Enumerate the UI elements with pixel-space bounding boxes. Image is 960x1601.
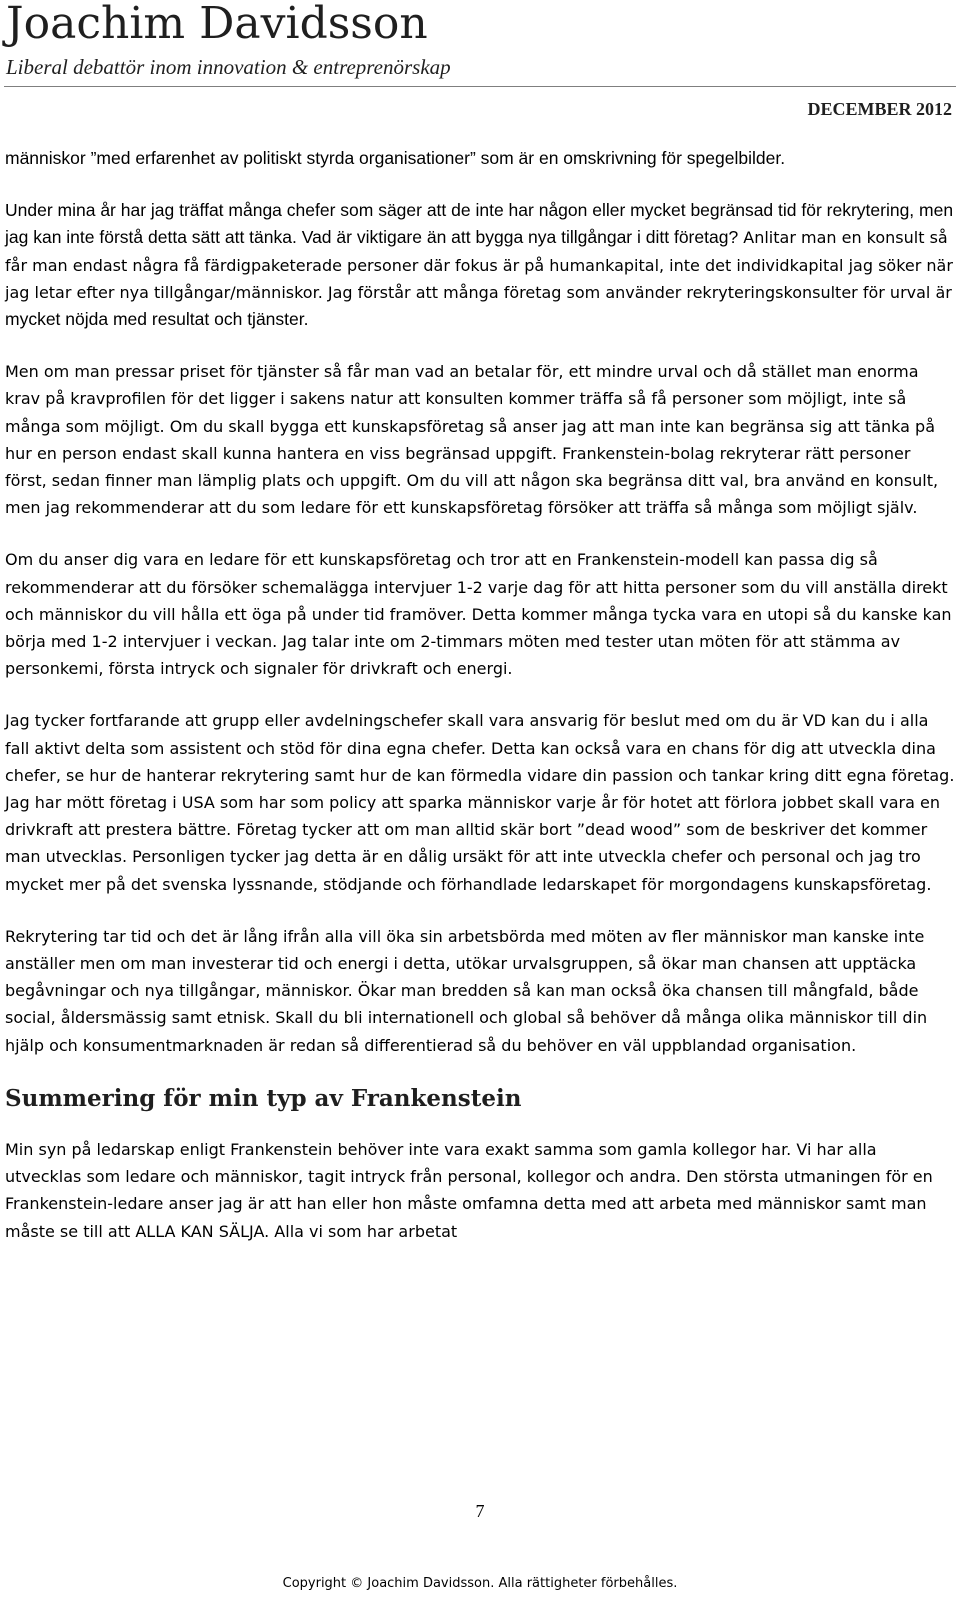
paragraph-text: människor ”med erfarenhet av politiskt styrda organisationer” som är en omskrivning för spegelbilder. bbox=[5, 148, 786, 168]
author-name: Joachim Davidsson bbox=[6, 0, 428, 49]
paragraph bbox=[5, 707, 955, 897]
paragraph bbox=[5, 358, 955, 521]
paragraph-text: Om du anser dig vara en ledare för ett kunskapsföretag och tror att en Frankenstein-modell kan passa dig så rekommenderar att du försöker schemalägga intervjuer 1-2 varje dag för att hitta personer som du vill anställa direkt och människor du vill hålla ett öga på under tid framöver. Detta kommer många tycka vara en utopi så du kanske kan börja med 1-2 intervjuer i veckan. Jag talar inte om 2-timmars möten med tester utan möten för att stämma av personkemi, första intryck och signaler för drivkraft och energi. bbox=[5, 550, 952, 679]
paragraph-text: Under mina år har jag träffat många chefer som säger att de inte har någon eller mycket begränsad tid för rekrytering, men jag kan inte förstå detta sätt att tänka. Vad är viktigare än att bygga nya tillgångar i ditt företag? bbox=[5, 200, 954, 248]
issue-date: DECEMBER 2012 bbox=[807, 99, 952, 119]
header-divider bbox=[4, 86, 956, 87]
paragraph-text: Rekrytering tar tid och det är lång ifrån alla vill öka sin arbetsbörda med möten av fler människor man kanske inte anställer men om man investerar tid och energi i detta, utökar urvalsgruppen, så ökar man chansen att upptäcka begåvningar och nya tillgångar, människor. Ökar man bredden så kan man också öka chansen till mångfald, både social, åldersmässig samt etnisk. Skall du bli internationell och global så behöver då många olika människor till din hjälp och konsumentmarknaden är redan så differentierad så du behöver en väl uppblandad organisation. bbox=[5, 926, 928, 1055]
paragraph-text: mycket nöjda med resultat och tjänster. bbox=[5, 309, 309, 330]
document-body bbox=[5, 145, 955, 1270]
section-heading: Summering för min typ av Frankenstein bbox=[5, 1084, 522, 1112]
paragraph bbox=[5, 1136, 955, 1245]
paragraph-text: Men om man pressar priset för tjänster så får man vad an betalar för, ett mindre urval och då stället man enorma krav på kravprofilen för det ligger i sakens natur att konsulten kommer träffa så få personer som möjligt, inte så många som möjligt. Om du skall bygga ett kunskapsföretag så anser jag att man inte kan begränsa sig att tänka på hur en person endast skall kunna hantera en viss begränsad uppgift. Frankenstein-bolag rekryterar rätt personer först, sedan finner man lämplig plats och uppgift. Om du vill att någon ska begränsa ditt val, bra använd en konsult, men jag rekommenderar att du som ledare för ett kunskapsföretag försöker att träffa så många som möjligt själv. bbox=[5, 362, 939, 518]
paragraph-text: Min syn på ledarskap enligt Frankenstein behöver inte vara exakt samma som gamla kollegor har. Vi har alla utvecklas som ledare och människor, tagit intryck från personal, kollegor och andra. Den största utmaningen för en Frankenstein-ledare anser jag är att han eller hon måste omfamna detta med att arbeta med människor samt man måste se till att ALLA KAN SÄLJA. Alla vi som har arbetat bbox=[5, 1139, 933, 1241]
author-tagline: Liberal debattör inom innovation & entreprenörskap bbox=[6, 55, 451, 79]
copyright-footer: Copyright © Joachim Davidsson. Alla rättigheter förbehålles. bbox=[282, 1576, 678, 1591]
paragraph-text: Jag tycker fortfarande att grupp eller avdelningschefer skall vara ansvarig för beslut med om du är VD kan du i alla fall aktivt delta som assistent och stöd för dina egna chefer. Detta kan också vara en chans för dig att utveckla dina chefer, se hur de hanterar rekrytering samt hur de kan förmedla vidare din passion och tankar kring ditt egna företag. Jag har mött företag i USA som har som policy att sparka människor varje år för hotet att förlora jobbet skall vara en drivkraft att prestera bättre. Företag tycker att om man alltid skär bort ”dead wood” som de beskriver det kommer man utvecklas. Personligen tycker jag detta är en dålig ursäkt för att inte utveckla chefer och personal och jag tro mycket mer på det svenska lyssnande, stödjande och förhandlade ledarskapet för morgondagens kunskapsföretag. bbox=[5, 711, 955, 894]
paragraph bbox=[5, 197, 955, 333]
paragraph bbox=[5, 145, 955, 172]
page-number: 7 bbox=[475, 1501, 485, 1521]
paragraph bbox=[5, 923, 955, 1059]
paragraph-text: Anlitar man en konsult så får man endast några få färdigpaketerade personer där fokus är på humankapital, inte det individkapital jag söker när jag letar efter nya tillgångar/människor. Jag förstår att många företag som använder rekryteringskonsulter för urval är bbox=[5, 228, 953, 302]
paragraph bbox=[5, 546, 955, 682]
